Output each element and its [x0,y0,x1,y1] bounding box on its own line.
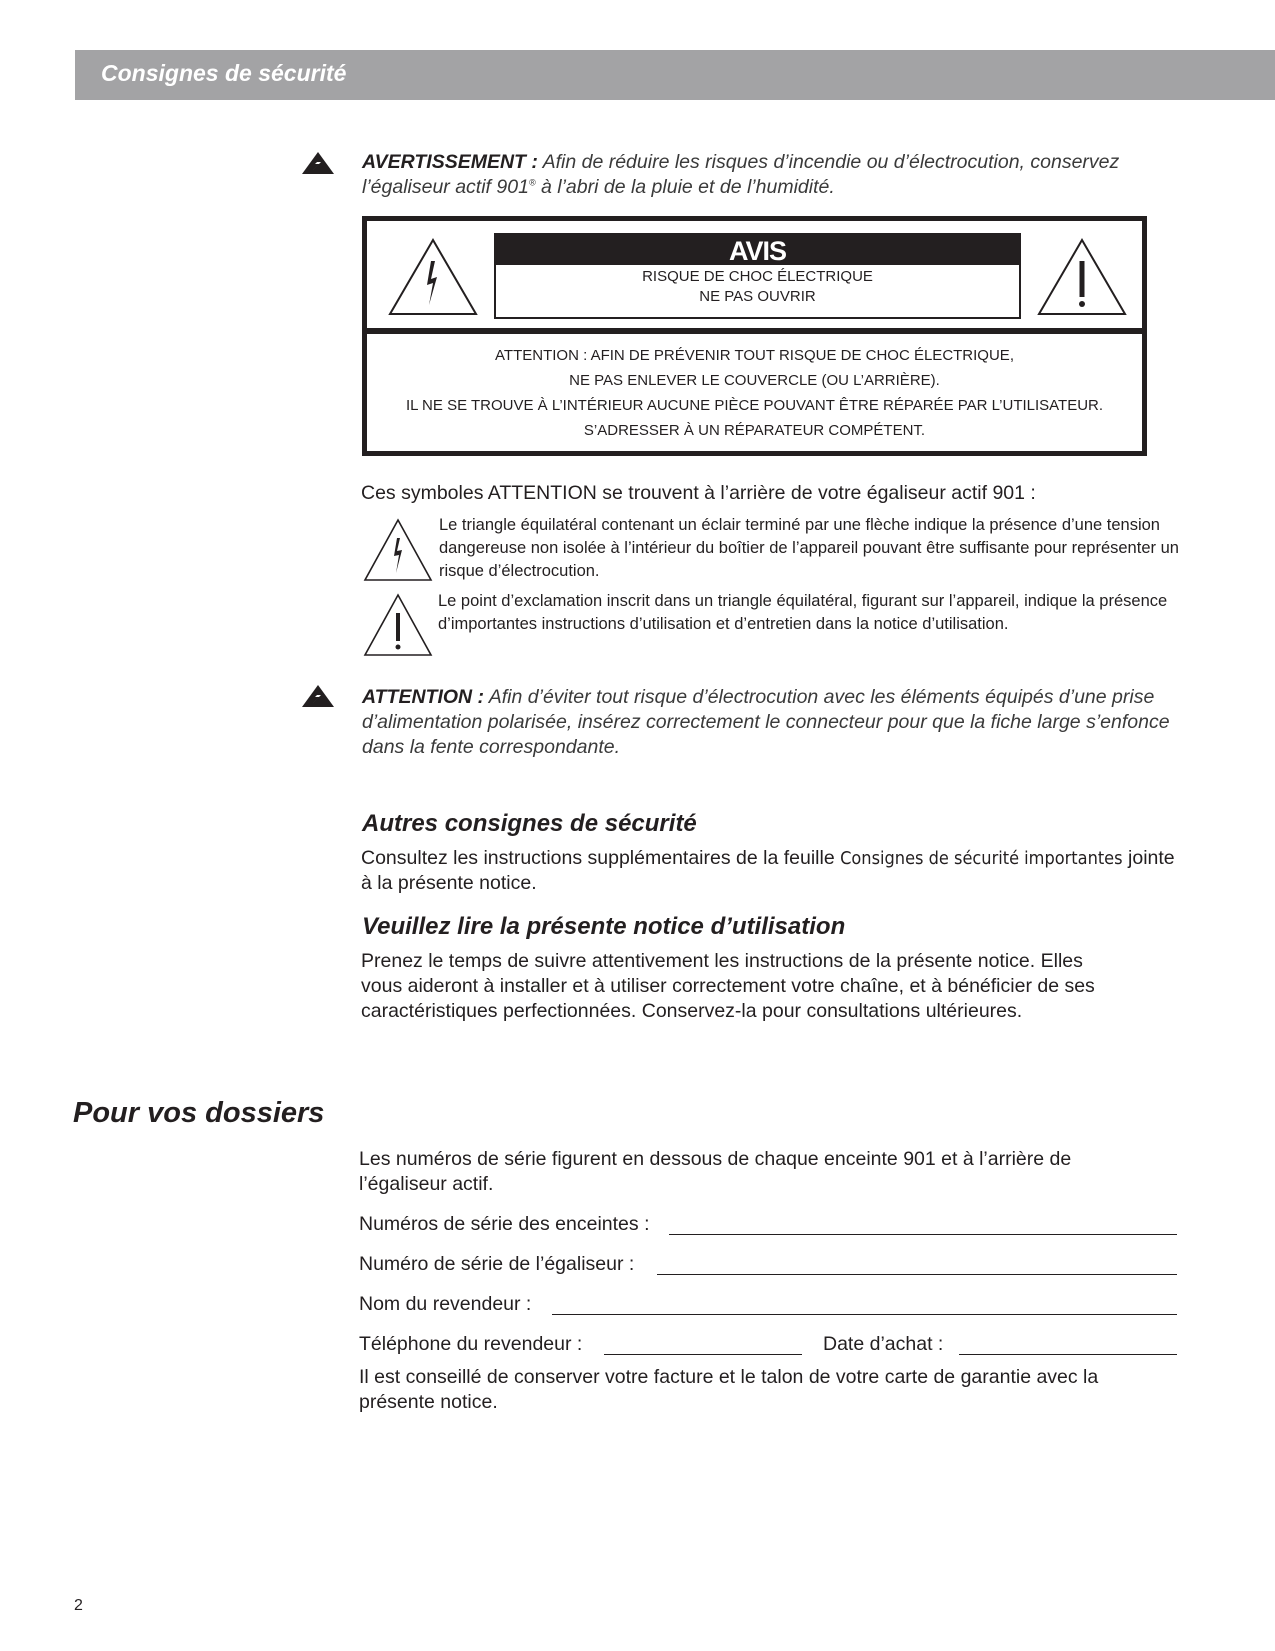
avis-title: AVIS [496,235,1019,265]
dossiers-heading: Pour vos dossiers [73,1097,325,1129]
attention-lead: ATTENTION : [362,686,485,708]
exclamation-symbol-text: Le point d’exclamation inscrit dans un triangle équilatéral, figurant sur l’appareil, indique la présence d’importantes instructions d’utilisation et d’entretien dans la notice d’utilisation. [438,592,1168,633]
caution-line-3: IL NE SE TROUVE À L’INTÉRIEUR AUCUNE PIÈCE POUVANT ÊTRE RÉPARÉE PAR L’UTILISATEUR. [405,397,1104,414]
autres-heading: Autres consignes de sécurité [362,810,697,837]
autres-text-b: jointe à la présente notice. [361,847,1175,894]
avis-box [362,216,1147,456]
purchase-date-field[interactable] [959,1354,1177,1355]
serial-equalizer-row [359,1252,1177,1280]
lire-heading: Veuillez lire la présente notice d’utilisation [362,913,846,940]
exclamation-triangle-icon [1036,237,1128,317]
registered-mark: ® [528,177,536,188]
autres-paragraph [361,846,1181,896]
dealer-phone-label: Téléphone du revendeur : [359,1333,583,1355]
avis-line-2: NE PAS OUVRIR [699,288,816,305]
autres-text-a: Consultez les instructions supplémentaires de la feuille [361,847,841,869]
exclamation-symbol-icon [363,593,433,657]
attention-text: Afin d’éviter tout risque d’électrocution avec les éléments équipés d’une prise d’alimentation polarisée, insérez correctement le connecteur pour que la fiche large s’enfonce dans la fente correspondante. [362,686,1170,758]
serial-equalizer-label: Numéro de série de l’égaliseur : [359,1253,635,1275]
symbols-intro: Ces symboles ATTENTION se trouvent à l’arrière de votre égaliseur actif 901 : [361,482,1036,504]
dealer-name-field[interactable] [552,1314,1177,1315]
caution-line-2: NE PAS ENLEVER LE COUVERCLE (OU L’ARRIÈRE). [569,372,940,389]
dealer-name-row [359,1292,1177,1320]
caution-line-1: ATTENTION : AFIN DE PRÉVENIR TOUT RISQUE DE CHOC ÉLECTRIQUE, [495,347,1014,364]
avis-label-panel [494,233,1021,319]
warning-paragraph [362,150,1182,200]
serial-speakers-label: Numéros de série des enceintes : [359,1213,650,1235]
header-bar [75,50,1275,100]
warning-text-b: à l’abri de la pluie et de l’humidité. [535,176,835,198]
attention-paragraph [362,685,1182,760]
warning-icon [300,150,336,176]
purchase-date-label: Date d’achat : [823,1333,944,1355]
section-title: Consignes de sécurité [101,60,347,86]
lire-paragraph: Prenez le temps de suivre attentivement les instructions de la présente notice. Elles vous aideront à installer et à utiliser correctement votre chaîne, et à bénéficier de ses caractéristiques perfectionnées. Conservez-la pour consultations ultérieures. [361,950,1095,1022]
warning-text-a: Afin de réduire les risques d’incendie ou d’électrocution, conservez l’égaliseur actif 901 [362,151,1120,198]
page-number: 2 [74,1597,83,1614]
lightning-symbol-icon [363,518,433,582]
serial-speakers-row [359,1212,1177,1240]
avis-divider [367,328,1142,334]
dossiers-intro: Les numéros de série figurent en dessous de chaque enceinte 901 et à l’arrière de l’égaliseur actif. [359,1148,1072,1195]
serial-speakers-field[interactable] [669,1234,1177,1235]
dealer-name-label: Nom du revendeur : [359,1293,532,1315]
avis-top-panel [367,221,1142,330]
avis-line-1: RISQUE DE CHOC ÉLECTRIQUE [642,268,873,285]
caution-line-4: S’ADRESSER À UN RÉPARATEUR COMPÉTENT. [583,422,926,439]
dossiers-note: Il est conseillé de conserver votre facture et le talon de votre carte de garantie avec la présente notice. [359,1366,1099,1413]
dealer-phone-row [359,1332,1177,1360]
lightning-triangle-icon [387,237,479,317]
lightning-symbol-text: Le triangle équilatéral contenant un éclair terminé par une flèche indique la présence d’une tension dangereuse non isolée à l’intérieur du boîtier de l’appareil pouvant être suffisante pour représenter un risque d’électrocution. [439,516,1179,580]
avis-caution-text [367,343,1142,443]
dealer-phone-field[interactable] [604,1354,802,1355]
attention-icon [300,683,336,709]
warning-lead: AVERTISSEMENT : [362,151,538,173]
serial-equalizer-field[interactable] [657,1274,1177,1275]
autres-document-title: Consignes de sécurité importantes [840,848,1123,869]
